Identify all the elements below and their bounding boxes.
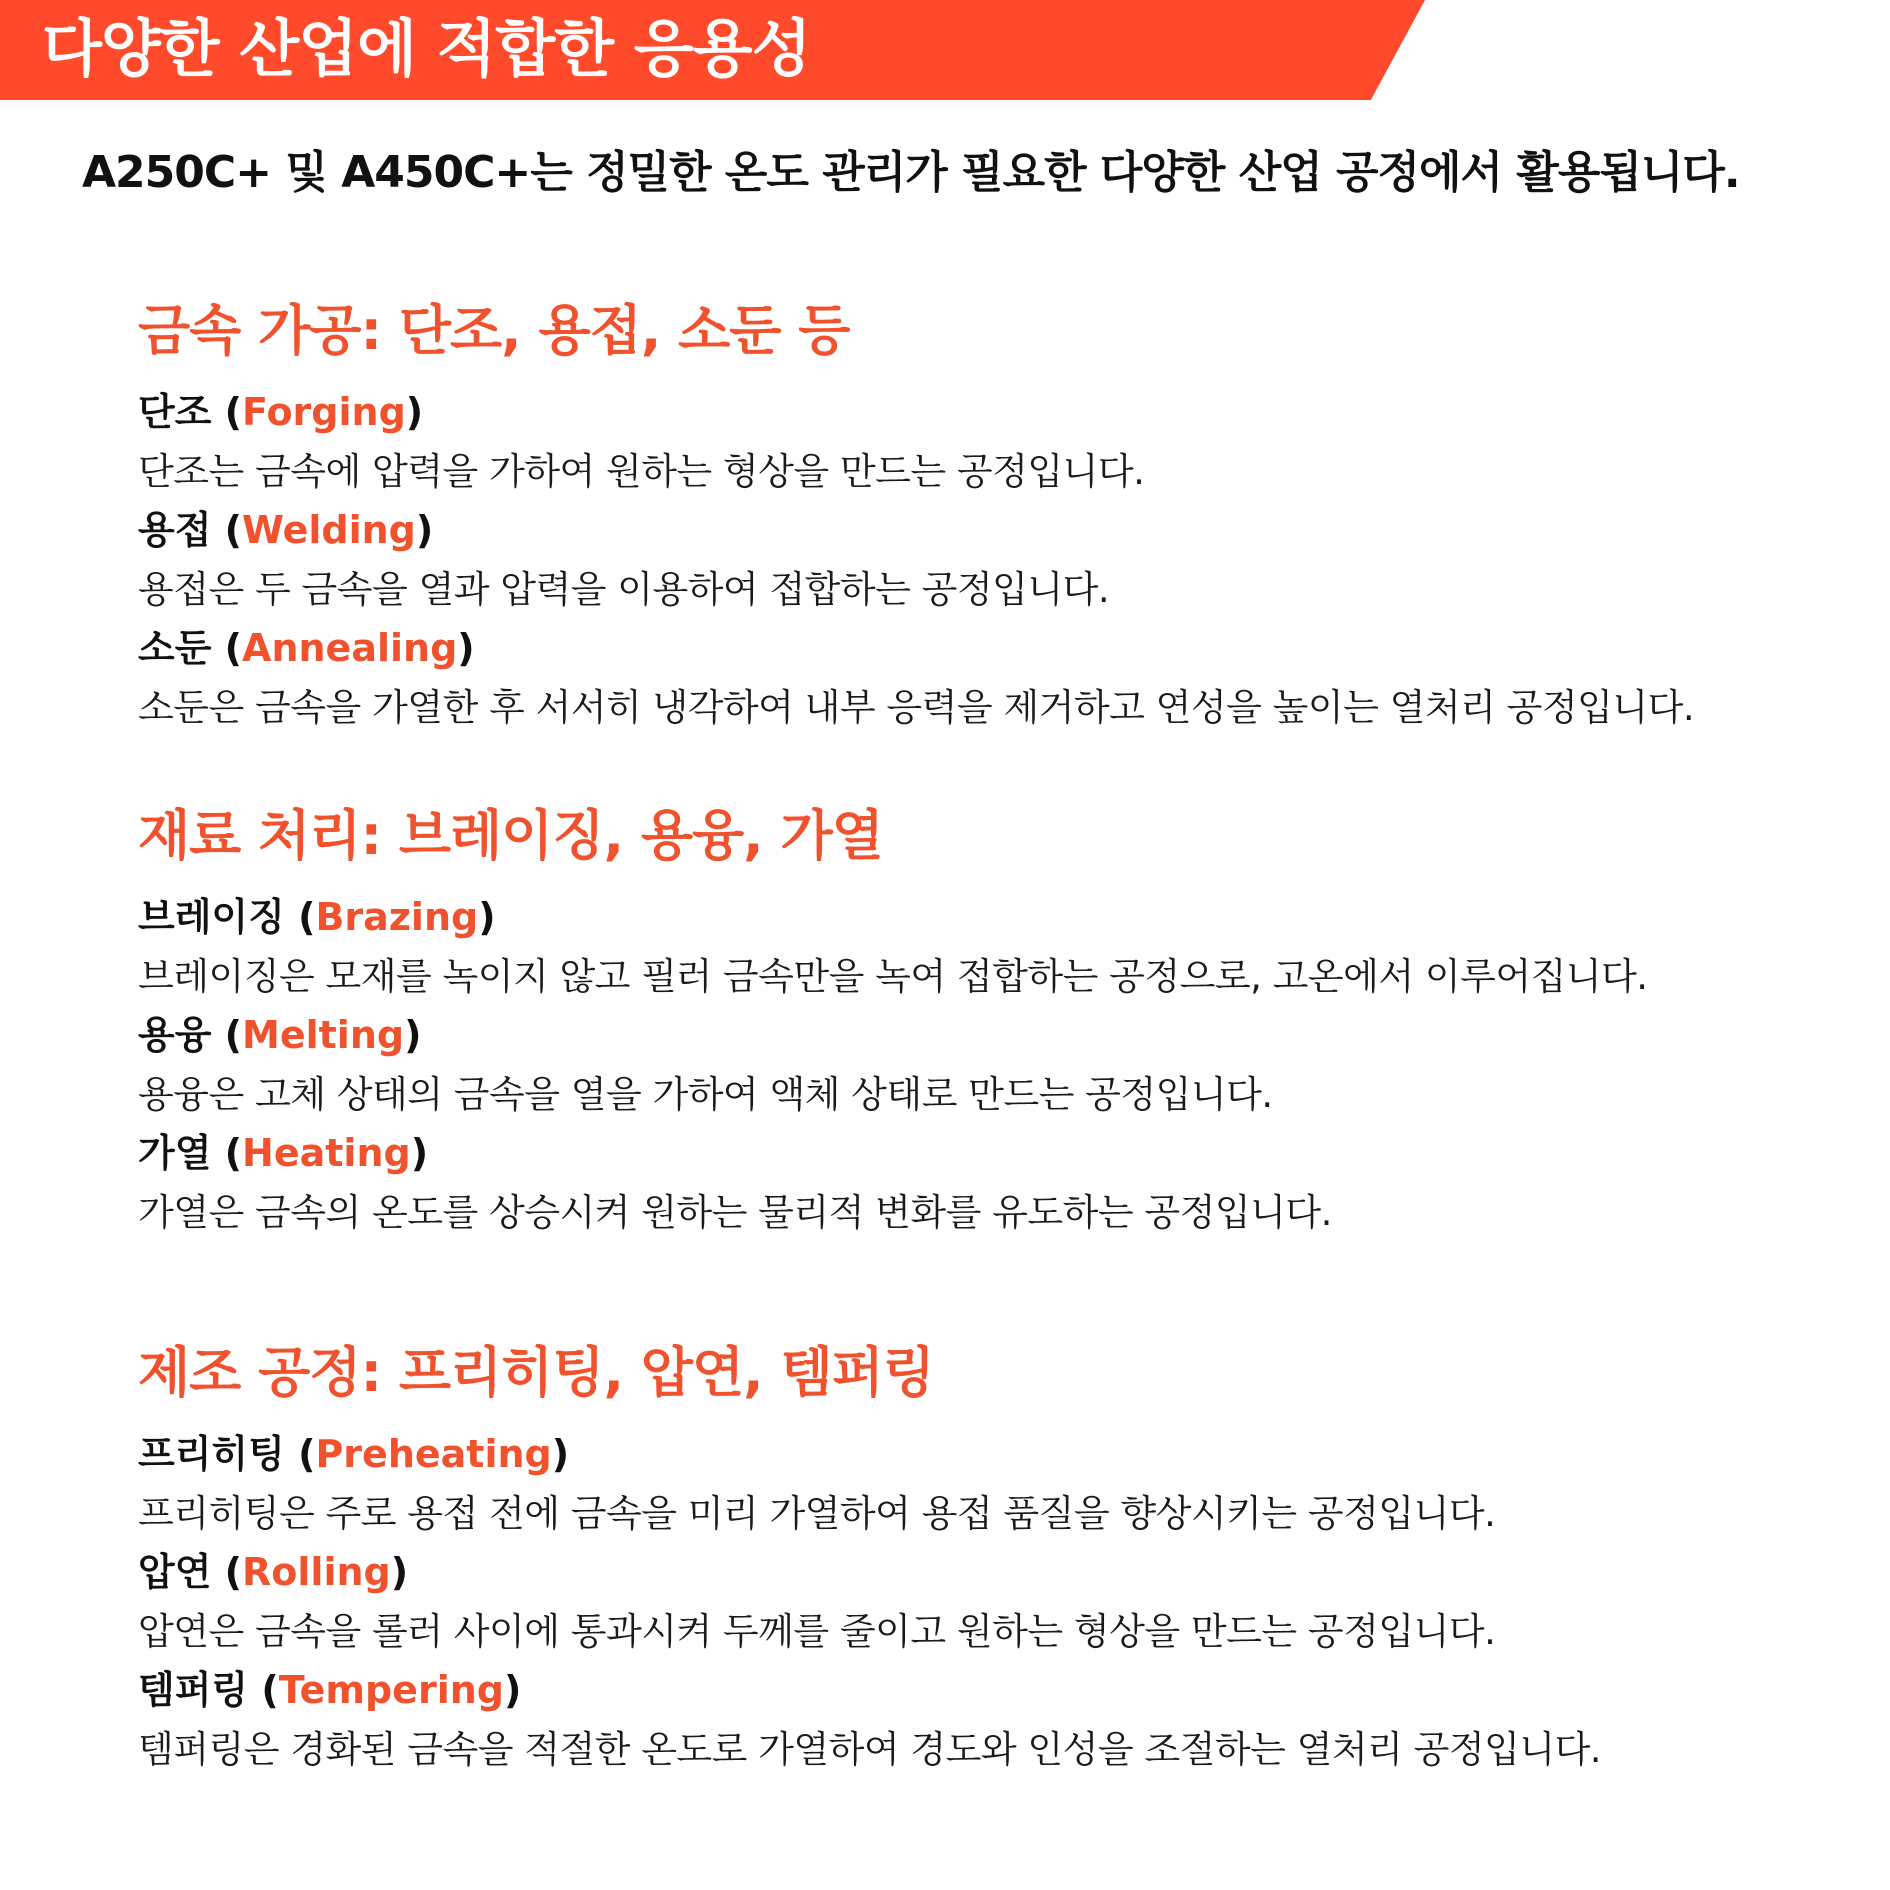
item-description: 용융은 고체 상태의 금속을 열을 가하여 액체 상태로 만드는 공정입니다. [138,1073,1273,1116]
item-description: 압연은 금속을 롤러 사이에 통과시켜 두께를 줄이고 원하는 형상을 만드는 공정입니다. [138,1610,1496,1653]
item-heading-brazing: 브레이징 (Brazing) [138,895,496,939]
item-description: 가열은 금속의 온도를 상승시켜 원하는 물리적 변화를 유도하는 공정입니다. [138,1191,1332,1234]
item-heading-welding: 용접 (Welding) [138,508,434,552]
item-heading-heating: 가열 (Heating) [138,1131,429,1175]
item-name-ko: 용융 [138,1013,212,1057]
item-heading-preheating: 프리히팅 (Preheating) [138,1432,570,1476]
item-heading-melting: 용융 (Melting) [138,1013,422,1057]
item-name-en: Rolling [242,1550,391,1594]
item-heading-rolling: 압연 (Rolling) [138,1550,409,1594]
section-metal-processing [138,295,1858,737]
item-description: 프리히팅은 주로 용접 전에 금속을 미리 가열하여 용접 품질을 향상시키는 공정입니다. [138,1492,1496,1535]
item-description: 단조는 금속에 압력을 가하여 원하는 형상을 만드는 공정입니다. [138,450,1145,493]
item-name-en: Brazing [315,895,479,939]
item-name-ko: 용접 [138,508,212,552]
item-name-en: Welding [242,508,416,552]
item-heading-annealing: 소둔 (Annealing) [138,626,475,670]
item-name-ko: 템퍼링 [138,1668,249,1712]
item-name-ko: 압연 [138,1550,212,1594]
item-name-en: Forging [242,390,406,434]
section-title: 금속 가공: 단조, 용접, 소둔 등 [138,299,850,362]
item-name-ko: 단조 [138,390,212,434]
page-title: 다양한 산업에 적합한 응용성 [42,12,811,85]
section-manufacturing-process [138,1337,1858,1779]
item-name-en: Tempering [278,1668,504,1712]
item-heading-tempering: 템퍼링 (Tempering) [138,1668,522,1712]
section-title: 재료 처리: 브레이징, 용융, 가열 [138,804,883,867]
item-description: 템퍼링은 경화된 금속을 적절한 온도로 가열하여 경도와 인성을 조절하는 열처리 공정입니다. [138,1728,1602,1771]
item-description: 브레이징은 모재를 녹이지 않고 필러 금속만을 녹여 접합하는 공정으로, 고온에서 이루어집니다. [138,955,1648,998]
item-name-en: Annealing [242,626,458,670]
item-name-ko: 프리히팅 [138,1432,285,1476]
item-description: 용접은 두 금속을 열과 압력을 이용하여 접합하는 공정입니다. [138,568,1110,611]
item-heading-forging: 단조 (Forging) [138,390,424,434]
item-name-ko: 가열 [138,1131,212,1175]
item-name-ko: 소둔 [138,626,212,670]
section-material-treatment [138,800,1858,1242]
item-name-en: Heating [242,1131,411,1175]
item-name-ko: 브레이징 [138,895,285,939]
section-title: 제조 공정: 프리히팅, 압연, 템퍼링 [138,1341,934,1404]
item-name-en: Melting [242,1013,405,1057]
intro-text: A250C+ 및 A450C+는 정밀한 온도 관리가 필요한 다양한 산업 공정에서 활용됩니다. [82,147,1740,198]
item-description: 소둔은 금속을 가열한 후 서서히 냉각하여 내부 응력을 제거하고 연성을 높이는 열처리 공정입니다. [138,686,1695,729]
item-name-en: Preheating [315,1432,552,1476]
